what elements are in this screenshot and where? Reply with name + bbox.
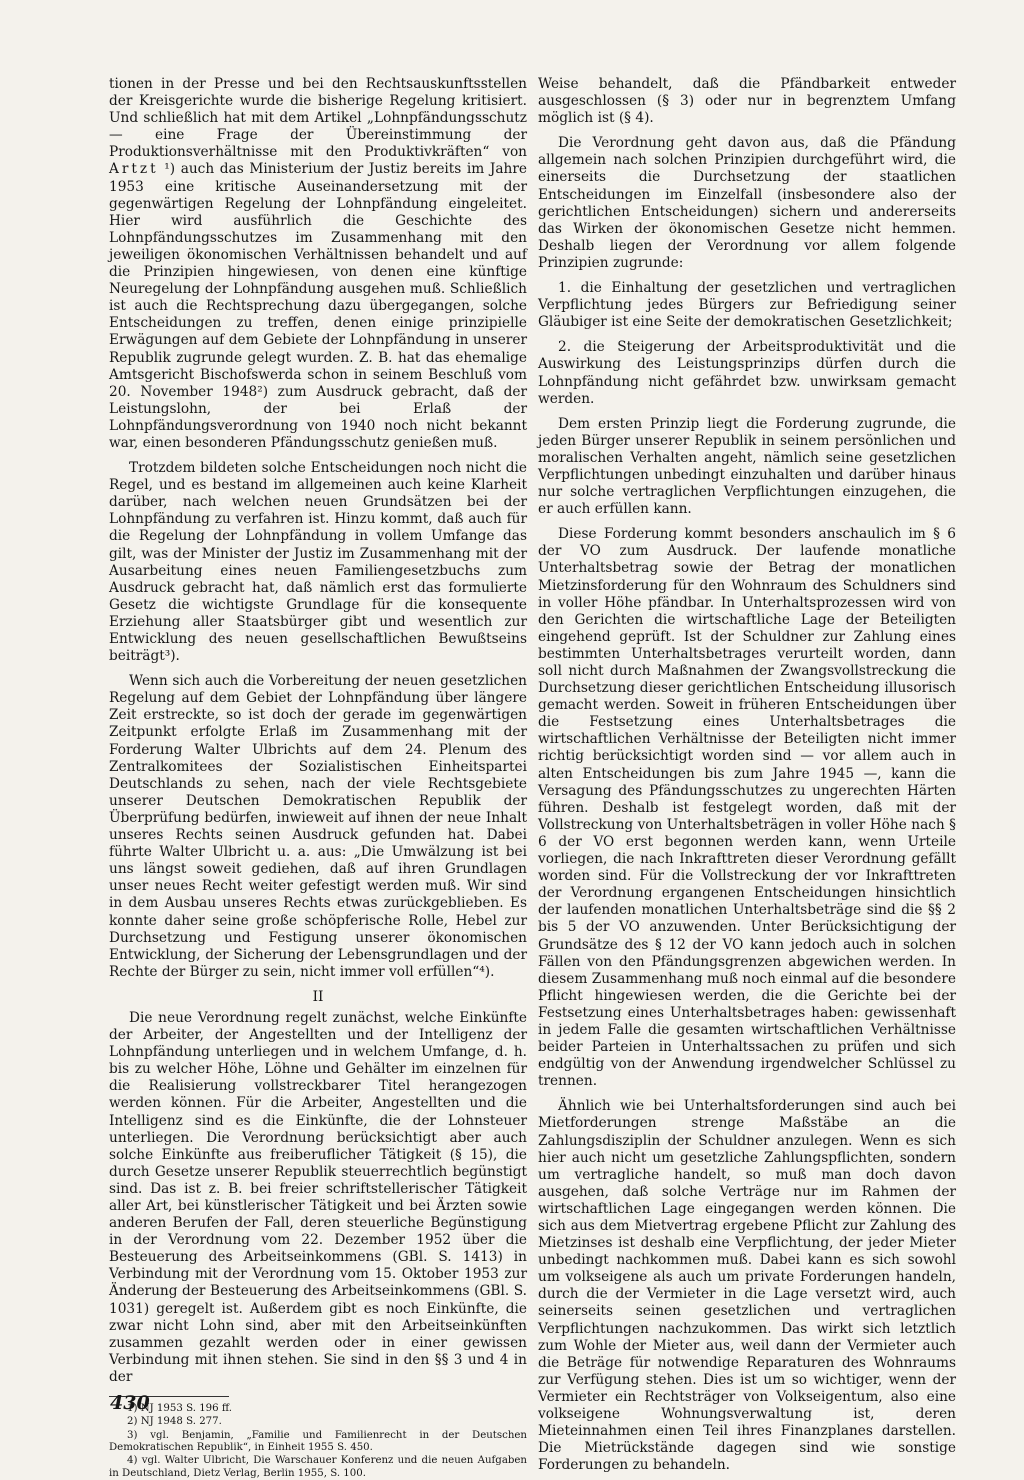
footnote: 2) NJ 1948 S. 277. [127,1416,222,1428]
page-number: 430 [110,1392,150,1414]
paragraph: Die neue Verordnung regelt zunächst, welche Einkünfte der Arbeiter, der Angestellten und der Intelligenz der Lohnpfändung unterliegen und in welchem Umfange, d. h. bis zu welcher Höhe, Löhne und Gehälter im einzelnen für die Realisierung vollstreckbarer Titel herangezogen werden können. Für die Arbeiter, Angestellten und die Intelligenz sind es die Einkünfte, die der Lohnsteuer unterliegen. Die Verordnung berücksichtigt aber auch solche Einkünfte aus freiberuflicher Tätigkeit (§ 15), die durch Gesetze unserer Republik steuerrechtlich begünstigt sind. Das ist z. B. bei freier schriftstellerischer Tätigkeit aller Art, bei künstlerischer Tätigkeit und bei Ärzten sowie anderen Berufen der Fall, deren steuerliche Begünstigung in der Verordnung vom 22. Dezember 1952 über die Besteuerung des Arbeitseinkommens (GBl. S. 1413) in Verbindung mit der Verordnung vom 15. Oktober 1953 zur Änderung der Besteuerung des Arbeitseinkommens (GBl. S. 1031) geregelt ist. Außerdem gibt es noch Einkünfte, die zwar nicht Lohn sind, aber mit den Arbeitseinkünften zusammen gezahlt werden oder in einer gewissen Verbindung mit ihnen stehen. Sie sind in den §§ 3 und 4 in der [109,1009,527,1385]
paragraph: Ähnlich wie bei Unterhaltsforderungen sind auch bei Mietforderungen strenge Maßstäbe an die Zahlungsdisziplin der Schuldner anzulegen. Wenn es sich hier auch nicht um gesetzliche Zahlungspflichten, sondern um vertragliche handelt, so muß man doch davon ausgehen, daß solche Verträge nur im Rahmen der wirtschaftlichen Lage eingegangen werden können. Die sich aus dem Mietvertrag ergebene Pflicht zur Zahlung des Mietzinses ist deshalb eine Verpflichtung, der jeder Mieter unbedingt nachkommen muß. Dabei kann es sich sowohl um volkseigene als auch um private Forderungen handeln, durch die der Vermieter in die Lage versetzt wird, auch seinerseits seinen gesetzlichen und vertraglichen Verpflichtungen nachzukommen. Das wirkt sich letztlich zum Wohle der Mieter aus, weil dann der Vermieter auch die Beträge für notwendige Reparaturen des Wohnraums zur Verfügung stehen. Dies ist um so wichtiger, wenn der Vermieter ein Rechtsträger von Volkseigentum, also eine volkseigene Wohnungsverwaltung ist, deren Mieteinnahmen einen Teil ihres Finanzplanes darstellen. Die Mietrückstände dagegen sind wie sonstige Forderungen zu behandeln. [538,1098,956,1474]
paragraph: Weise behandelt, daß die Pfändbarkeit entweder ausgeschlossen (§ 3) oder nur in begrenztem Umfang möglich ist (§ 4). [538,76,956,127]
paragraph: Dem ersten Prinzip liegt die Forderung zugrunde, die jeden Bürger unserer Republik in seinem persönlichen und moralischen Verhalten angeht, nämlich seine gesetzlichen Verpflichtungen unbedingt einzuhalten und darüber hinaus nur solche vertraglichen Verpflichtungen einzugehen, die er auch erfüllen kann. [538,415,956,518]
paragraph: Wenn sich auch die Vorbereitung der neuen gesetzlichen Regelung auf dem Gebiet der Lohnpfändung über längere Zeit erstreckte, so ist doch der gerade im gegenwärtigen Zeitpunkt erfolgte Erlaß im Zusammenhang mit der Forderung Walter Ulbrichts auf dem 24. Plenum des Zentralkomitees der Sozialistischen Einheitspartei Deutschlands zu sehen, nach der viele Rechtsgebiete unserer Deutschen Demokratischen Republik der Überprüfung bedürfen, inwieweit auf ihnen der neue Inhalt unseres Rechts seinen Ausdruck gefunden hat. Dabei führte Walter Ulbricht u. a. aus: „Die Umwälzung ist bei uns längst soweit gediehen, daß auf ihren Grundlagen unser neues Recht weiter gefestigt werden muß. Wir sind in dem Ausbau unseres Rechts etwas zurückgeblieben. Es konnte daher seine große schöpferische Rolle, Hebel zur Durchsetzung und Festigung unserer ökonomischen Entwicklung, der Sicherung der Lebensgrundlagen und der Rechte der Bürger zu sein, nicht immer voll erfüllen“⁴). [109,673,527,980]
footnote: 3) vgl. Benjamin, „Familie und Familienrecht in der Deutschen Demokratischen Republik“, in Einheit 1955 S. 450. [109,1429,527,1453]
right-column [538,76,956,1474]
footnote: 1) NJ 1953 S. 196 ff. [127,1403,232,1415]
paragraph: Die Verordnung geht davon aus, daß die Pfändung allgemein nach solchen Prinzipien durchgeführt wird, die einerseits die Durchsetzung der staatlichen Entscheidungen im Einzelfall (insbesondere also der gerichtlichen Entscheidungen) sichern und andererseits das Wirken der ökonomischen Gesetze nicht hemmen. Deshalb liegen der Verordnung vor allem folgende Prinzipien zugrunde: [538,135,956,271]
list-item: 2. die Steigerung der Arbeitsproduktivität und die Auswirkung des Leistungsprinzips dürfen durch die Lohnpfändung nicht gefährdet bzw. unwirksam gemacht werden. [538,339,956,407]
paragraph: tionen in der Presse und bei den Rechtsauskunftsstellen der Kreisgerichte wurde die bisherige Regelung kritisiert. Und schließlich hat mit dem Artikel „Lohnpfändungsschutz — eine Frage der Übereinstimmung der Produktionsverhältnisse mit den Produktivkräften“ von Artzt ¹) auch das Ministerium der Justiz bereits im Jahre 1953 eine kritische Auseinandersetzung mit der gegenwärtigen Regelung der Lohnpfändung eingeleitet. Hier wird ausführlich die Geschichte des Lohnpfändungsschutzes im Zusammenhang mit den jeweiligen ökonomischen Verhältnissen behandelt und auf die Prinzipien hingewiesen, von denen eine künftige Neuregelung der Lohnpfändung ausgehen muß. Schließlich ist auch die Rechtsprechung dazu übergegangen, solche Entscheidungen zu treffen, denen einige prinzipielle Erwägungen auf dem Gebiete der Lohnpfändung in unserer Republik zugrunde gelegt wurden. Z. B. hat das ehemalige Amtsgericht Bischofswerda schon in seinem Beschluß vom 20. November 1948²) zum Ausdruck gebracht, daß der Leistungslohn, der bei Erlaß der Lohnpfändungsverordnung von 1940 noch nicht bekannt war, einen besonderen Pfändungsschutz genießen muß. [109,76,528,451]
paragraph: Trotzdem bildeten solche Entscheidungen noch nicht die Regel, und es bestand im allgemeinen auch keine Klarheit darüber, nach welchen neuen Grundsätzen bei der Lohnpfändung zu verfahren ist. Hinzu kommt, daß auch für die Regelung der Lohnpfändung in vollem Umfange das gilt, was der Minister der Justiz im Zusammenhang mit der Ausarbeitung eines neuen Familiengesetzbuchs zum Ausdruck gebracht hat, daß nämlich erst das formulierte Gesetz die wichtigste Grundlage für die konsequente Erziehung aller Staatsbürger gibt und wesentlich zur Entwicklung des neuen gesellschaftlichen Bewußtseins beiträgt³). [109,460,527,665]
list-item: 1. die Einhaltung der gesetzlichen und vertraglichen Verpflichtung jedes Bürgers zur Befriedigung seiner Gläubiger ist eine Seite der demokratischen Gesetzlichkeit; [538,280,956,331]
paragraph: Diese Forderung kommt besonders anschaulich im § 6 der VO zum Ausdruck. Der laufende monatliche Unterhaltsbetrag sowie der Betrag der monatlichen Mietzinsforderung für den Wohnraum des Schuldners sind in voller Höhe pfändbar. In Unterhaltsprozessen wird von den Gerichten die wirtschaftliche Lage der Beteiligten eingehend geprüft. Ist der Schuldner zur Zahlung eines bestimmten Unterhaltsbetrages verurteilt worden, dann soll nicht durch Maßnahmen der Zwangsvollstreckung die Durchsetzung dieser gerichtlichen Entscheidung illusorisch gemacht werden. Soweit in früheren Entscheidungen über die Festsetzung eines Unterhaltsbetrages die wirtschaftlichen Verhältnisse der Beteiligten nicht immer richtig berücksichtigt worden sind — vor allem auch in alten Entscheidungen bis zum Jahre 1945 —, kann die Versagung des Pfändungsschutzes zu ungerechten Härten führen. Deshalb ist festgelegt worden, daß mit der Vollstreckung von Unterhaltsbeträgen in voller Höhe nach § 6 der VO erst begonnen werden kann, wenn Urteile vorliegen, die nach Inkrafttreten dieser Verordnung gefällt worden sind. Für die Vollstreckung der vor Inkrafttreten der Verordnung ergangenen Entscheidungen hinsichtlich der laufenden monatlichen Unterhaltsbeträge sind die §§ 2 bis 5 der VO anzuwenden. Unter Berücksichtigung der Grundsätze des § 12 der VO kann jedoch auch in solchen Fällen von den Pfändungsgrenzen abgewichen werden. In diesem Zusammenhang muß noch einmal auf die besondere Pflicht hingewiesen werden, die die Gerichte bei der Festsetzung eines Unterhaltsbetrages haben: gewissenhaft in jedem Falle die gesamten wirtschaftlichen Verhältnisse beider Parteien in Unterhaltssachen zu prüfen und sich endgültig von der Anwendung irgendwelcher Schlüssel zu trennen. [538,526,956,1090]
section-heading: II [312,988,324,1005]
author-name: Artzt [109,161,159,178]
footnote: 4) vgl. Walter Ulbricht, Die Warschauer Konferenz und die neuen Aufgaben in Deutschland, Dietz Verlag, Berlin 1955, S. 100. [109,1455,527,1479]
